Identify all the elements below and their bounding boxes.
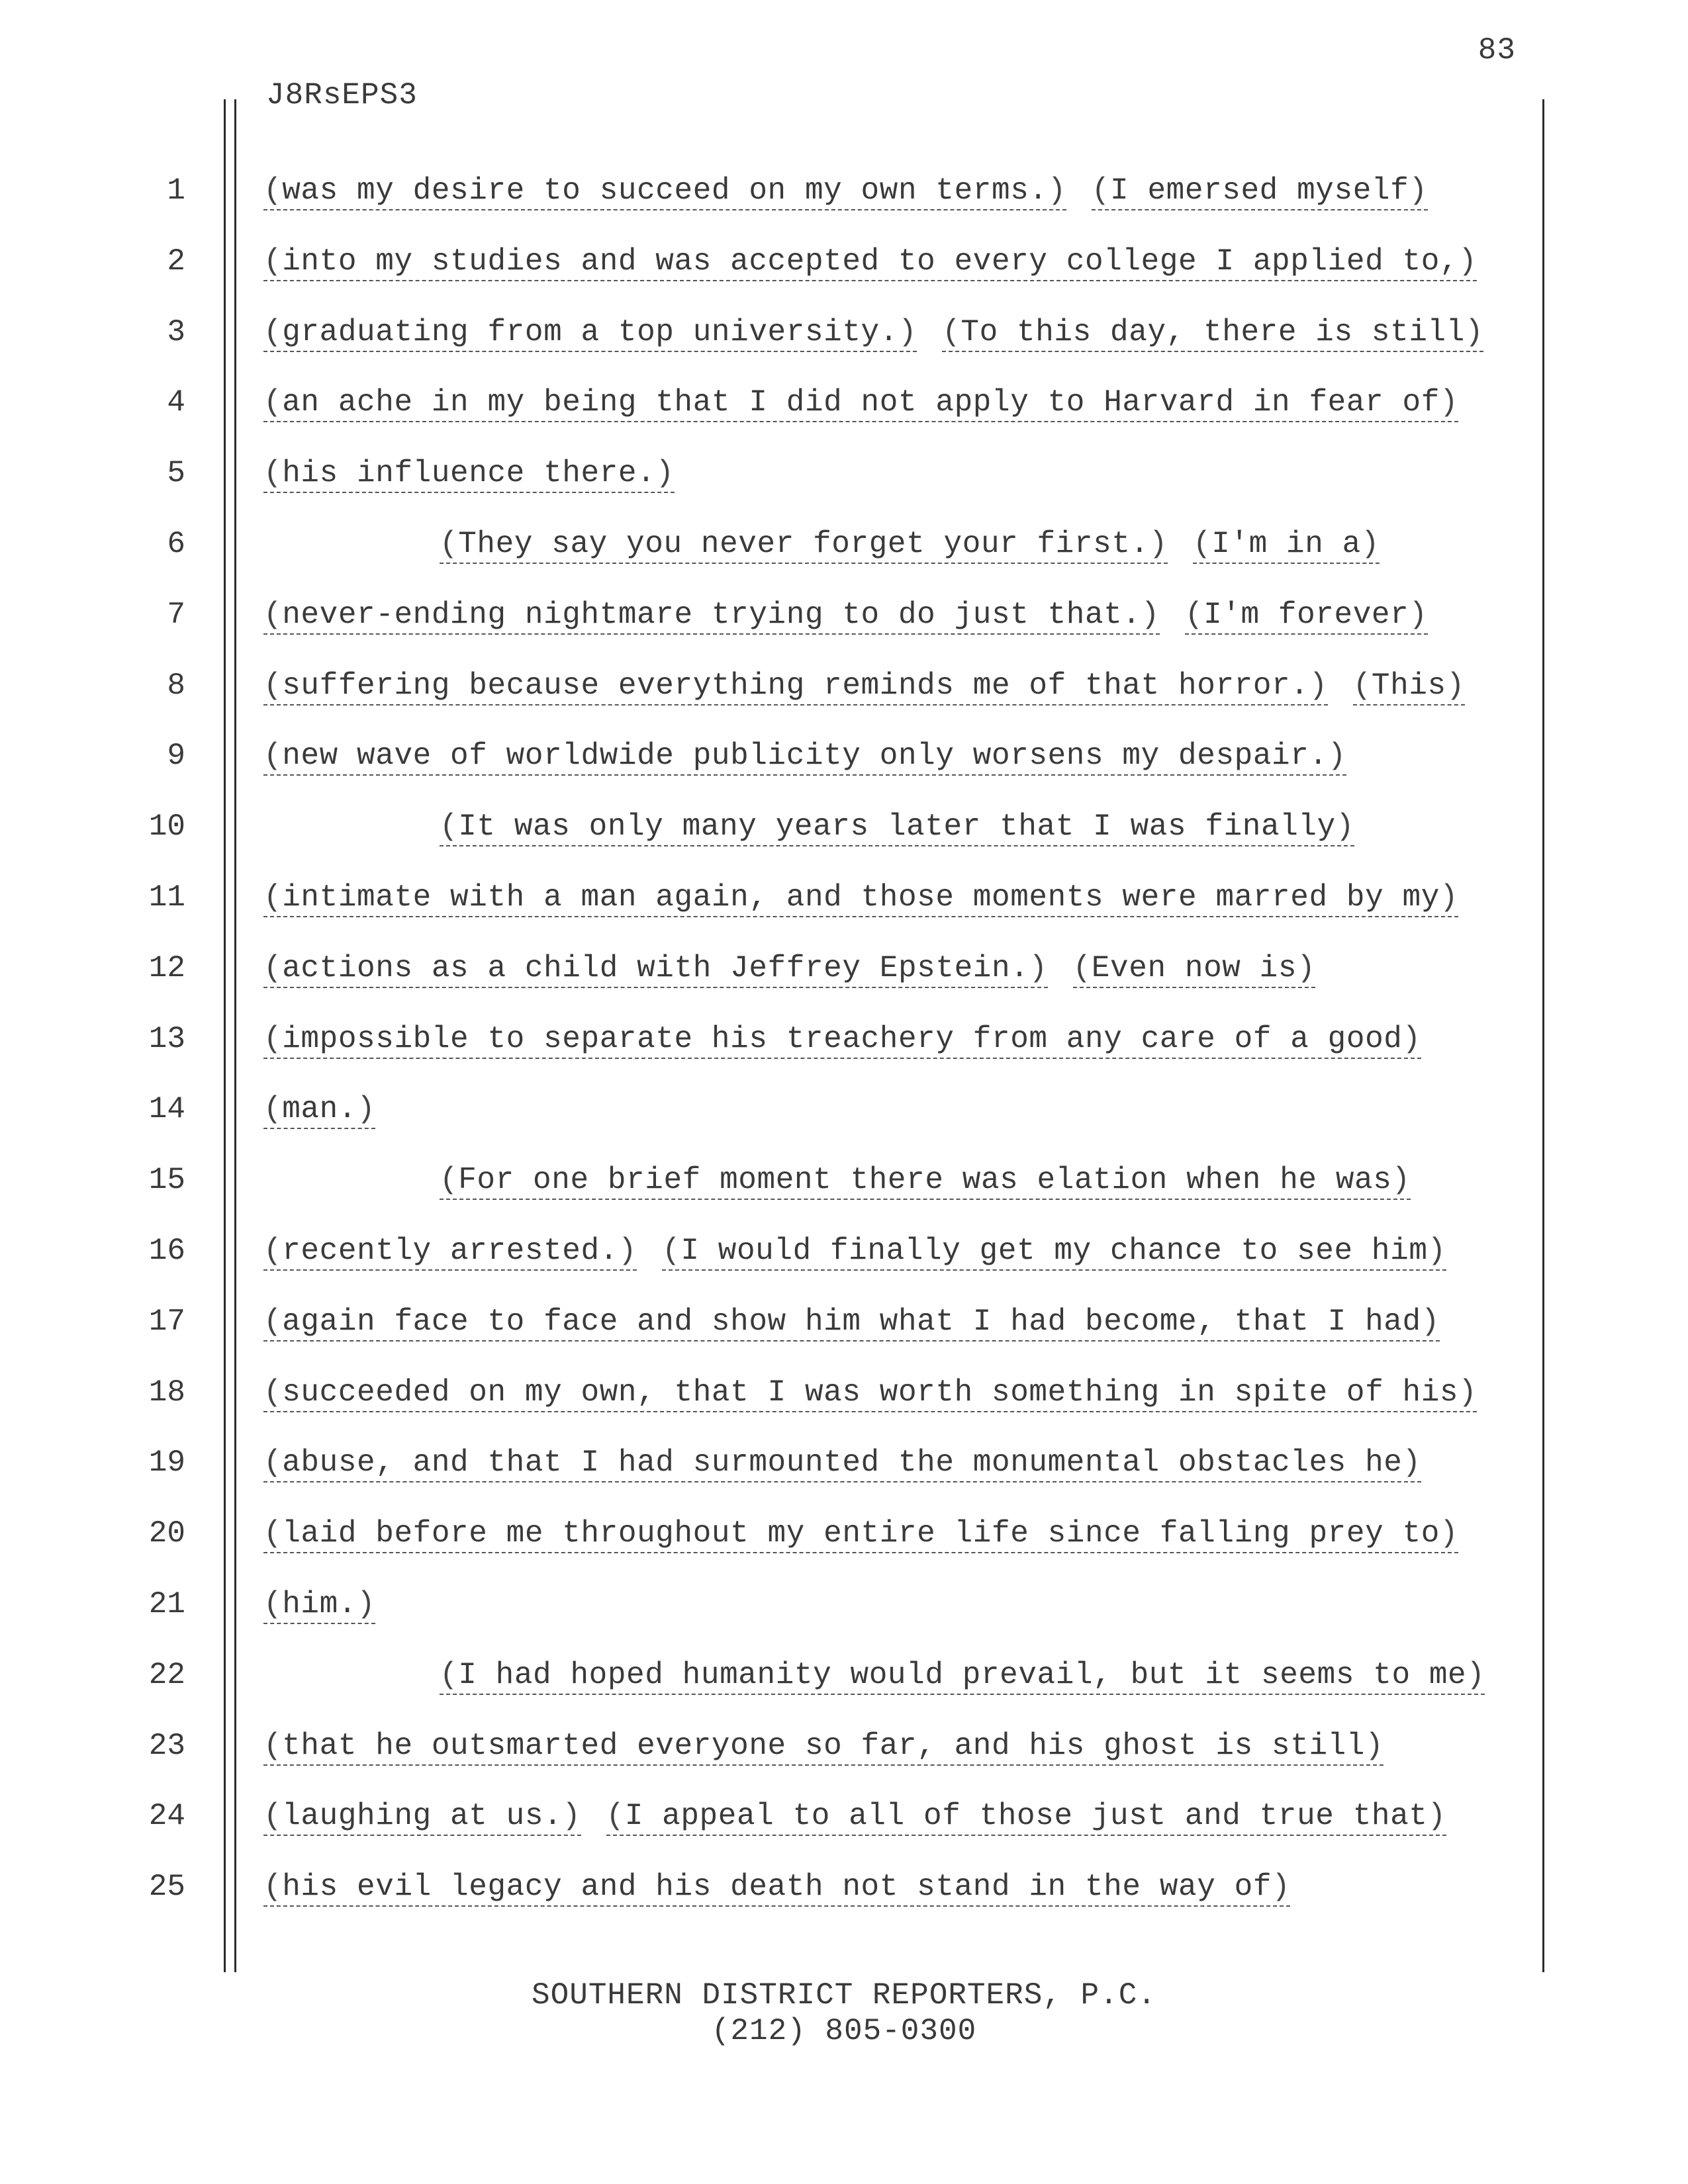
line-number: 2 (167, 244, 185, 279)
line-text (263, 739, 1346, 773)
transcript-line (0, 1511, 1688, 1582)
transcript-line (0, 1370, 1688, 1441)
sentence-segment: ( I would finally get my chance to see him ) (662, 1234, 1446, 1271)
line-text (263, 1304, 1440, 1339)
sentence-segment: ( actions as a child with Jeffrey Epstein. ) (263, 951, 1048, 988)
line-text (263, 951, 1315, 985)
case-id: J8RsEPS3 (266, 78, 418, 113)
line-number: 9 (167, 739, 185, 774)
line-text (263, 456, 675, 490)
line-text (263, 1234, 1446, 1268)
page-number: 83 (1477, 33, 1516, 68)
line-number: 6 (167, 526, 185, 561)
sentence-segment: ( abuse, and that I had surmounted the monumental obstacles he ) (263, 1445, 1421, 1482)
sentence-segment: ( into my studies and was accepted to every college I applied to, ) (263, 244, 1477, 281)
transcript-line (0, 946, 1688, 1017)
transcript-line (0, 875, 1688, 946)
line-text (263, 1870, 1290, 1904)
line-text (263, 598, 1428, 632)
transcript-line (0, 733, 1688, 804)
sentence-segment: ( intimate with a man again, and those moments were marred by my ) (263, 880, 1458, 917)
transcript-line (0, 1864, 1688, 1935)
transcript-line (0, 1087, 1688, 1158)
line-number: 10 (148, 809, 185, 844)
line-text (263, 1729, 1383, 1763)
line-text (263, 1022, 1421, 1056)
footer-phone: (212) 805-0300 (711, 2014, 977, 2048)
sentence-segment: ( him. ) (263, 1587, 375, 1624)
transcript-line (0, 1794, 1688, 1864)
line-number: 23 (148, 1728, 185, 1763)
line-text (263, 668, 1465, 703)
sentence-segment: ( They say you never forget your first. ) (440, 527, 1168, 564)
sentence-segment: ( I appeal to all of those just and true that ) (606, 1799, 1446, 1836)
sentence-segment: ( graduating from a top university. ) (263, 315, 917, 352)
line-text (263, 1375, 1477, 1410)
line-text (263, 315, 1483, 349)
transcript-line (0, 1440, 1688, 1511)
sentence-segment: ( impossible to separate his treachery from any care of a good ) (263, 1022, 1421, 1059)
transcript-line (0, 380, 1688, 451)
sentence-segment: ( suffering because everything reminds me of that horror. ) (263, 668, 1328, 705)
line-number: 13 (148, 1021, 185, 1056)
sentence-segment: ( an ache in my being that I did not apply to Harvard in fear of ) (263, 385, 1458, 422)
line-number: 7 (167, 597, 185, 632)
footer (0, 1978, 1688, 2049)
line-text (440, 1658, 1485, 1692)
sentence-segment: ( his influence there. ) (263, 456, 675, 493)
sentence-segment: ( I'm in a ) (1193, 527, 1380, 564)
line-text (440, 1163, 1411, 1197)
sentence-segment: ( Even now is ) (1073, 951, 1316, 988)
transcript-line (0, 663, 1688, 734)
line-number: 17 (148, 1304, 185, 1339)
sentence-segment: ( I'm forever ) (1185, 598, 1428, 635)
line-text (263, 385, 1458, 420)
transcript-line (0, 1723, 1688, 1794)
transcript-lines (0, 168, 1688, 1935)
sentence-segment: ( It was only many years later that I was finally ) (440, 809, 1354, 846)
sentence-segment: ( again face to face and show him what I had become, that I had ) (263, 1304, 1440, 1342)
sentence-segment: ( was my desire to succeed on my own terms. ) (263, 173, 1066, 210)
transcript-line (0, 1228, 1688, 1299)
transcript-line (0, 522, 1688, 592)
line-text (263, 1799, 1446, 1833)
sentence-segment: ( succeeded on my own, that I was worth something in spite of his ) (263, 1375, 1477, 1412)
line-text (263, 880, 1458, 915)
transcript-line (0, 1158, 1688, 1228)
transcript-line (0, 592, 1688, 663)
line-text (263, 1092, 375, 1126)
sentence-segment: ( man. ) (263, 1092, 375, 1129)
line-text (263, 1587, 375, 1621)
line-number: 8 (167, 668, 185, 703)
sentence-segment: ( I had hoped humanity would prevail, but it seems to me ) (440, 1658, 1485, 1695)
line-text (263, 244, 1477, 279)
line-number: 4 (167, 385, 185, 420)
sentence-segment: ( his evil legacy and his death not stand in the way of ) (263, 1870, 1290, 1907)
line-text (440, 809, 1354, 844)
line-number: 14 (148, 1092, 185, 1127)
line-number: 22 (148, 1657, 185, 1692)
line-text (263, 1445, 1421, 1480)
transcript-line (0, 310, 1688, 381)
transcript-line (0, 1299, 1688, 1370)
sentence-segment: ( laughing at us. ) (263, 1799, 581, 1836)
line-number: 1 (167, 173, 185, 208)
footer-reporter: SOUTHERN DISTRICT REPORTERS, P.C. (532, 1978, 1156, 2013)
line-number: 20 (148, 1516, 185, 1551)
sentence-segment: ( This ) (1353, 668, 1465, 705)
sentence-segment: ( new wave of worldwide publicity only worsens my despair. ) (263, 739, 1346, 776)
line-number: 18 (148, 1375, 185, 1410)
transcript-line (0, 239, 1688, 310)
line-number: 15 (148, 1163, 185, 1198)
sentence-segment: ( never-ending nightmare trying to do just that. ) (263, 598, 1160, 635)
transcript-line (0, 168, 1688, 239)
line-number: 19 (148, 1445, 185, 1480)
transcript-line (0, 1017, 1688, 1087)
sentence-segment: ( To this day, there is still ) (942, 315, 1483, 352)
sentence-segment: ( laid before me throughout my entire life since falling prey to ) (263, 1516, 1458, 1553)
transcript-line (0, 1653, 1688, 1723)
sentence-segment: ( that he outsmarted everyone so far, and his ghost is still ) (263, 1729, 1383, 1766)
line-number: 12 (148, 950, 185, 985)
sentence-segment: ( I emersed myself ) (1092, 173, 1428, 210)
transcript-line (0, 1582, 1688, 1653)
transcript-line (0, 451, 1688, 522)
line-text (263, 1516, 1458, 1551)
line-number: 24 (148, 1799, 185, 1834)
line-number: 3 (167, 314, 185, 349)
line-number: 16 (148, 1233, 185, 1268)
sentence-segment: ( For one brief moment there was elation when he was ) (440, 1163, 1411, 1200)
transcript-line (0, 804, 1688, 875)
line-number: 5 (167, 456, 185, 491)
line-number: 11 (148, 880, 185, 915)
line-number: 21 (148, 1586, 185, 1621)
line-text (263, 173, 1428, 208)
line-number: 25 (148, 1870, 185, 1905)
line-text (440, 527, 1380, 561)
sentence-segment: ( recently arrested. ) (263, 1234, 637, 1271)
